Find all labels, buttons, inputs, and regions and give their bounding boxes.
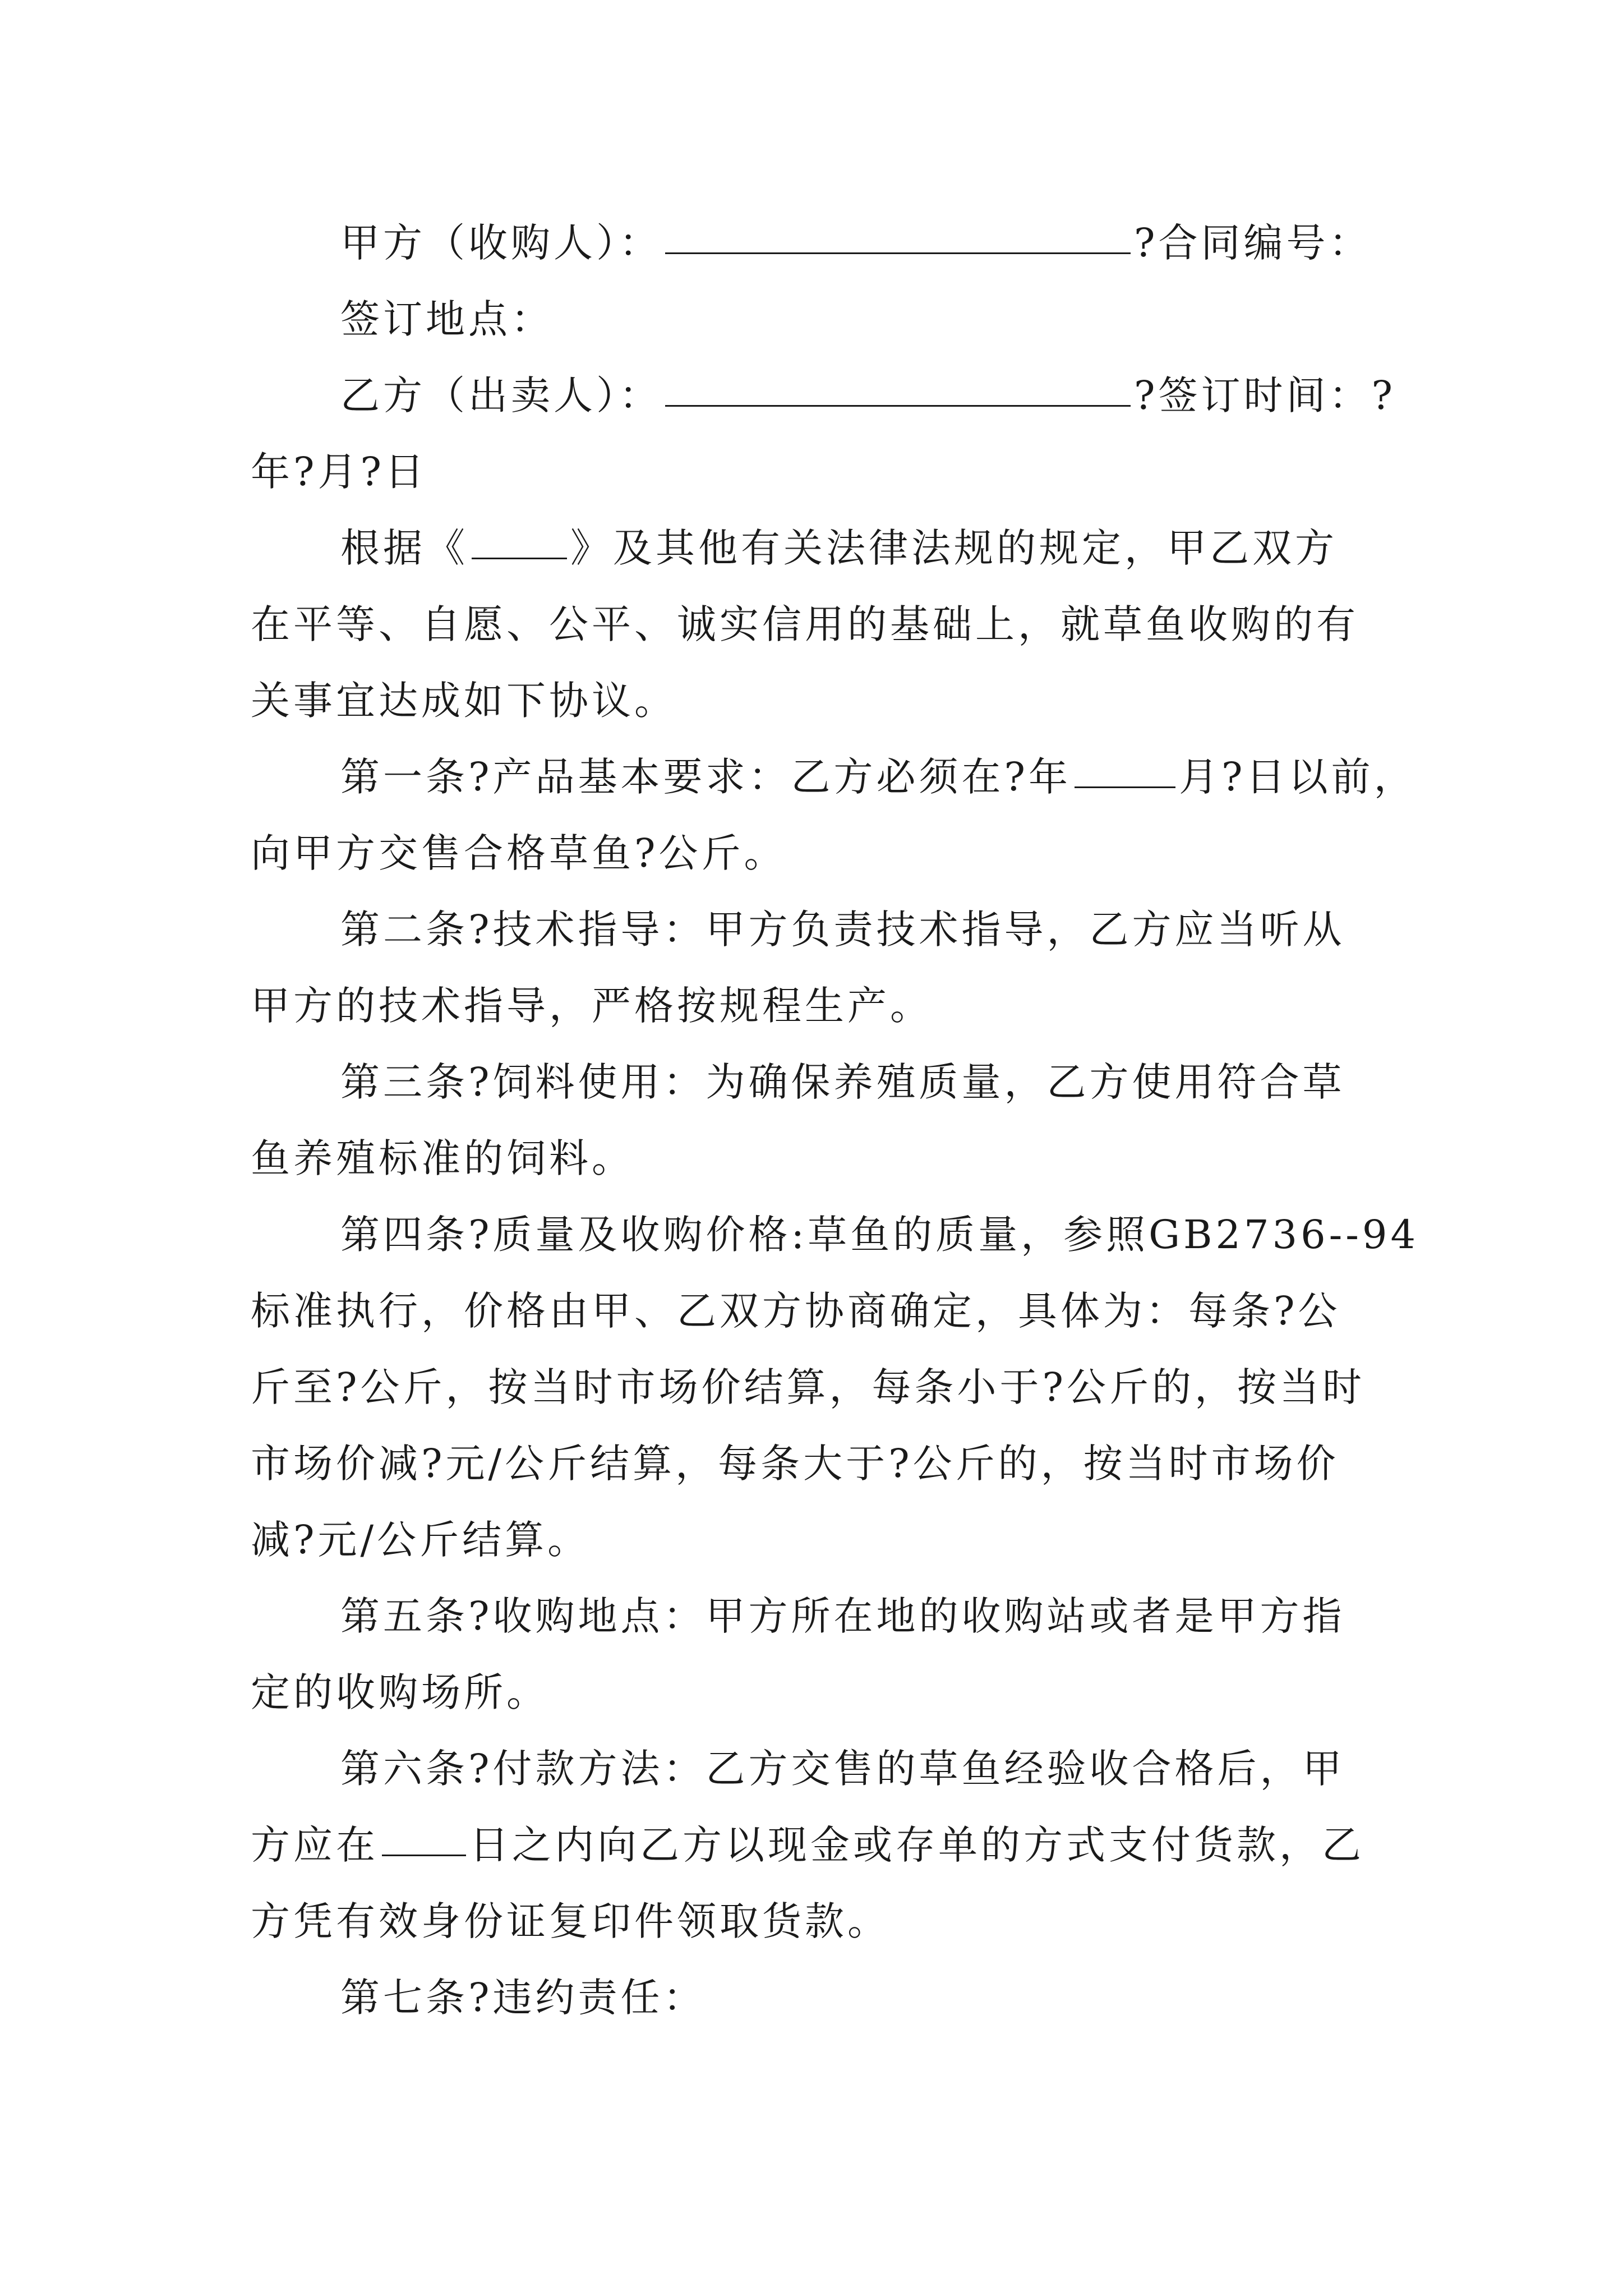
article-5-line-1 [251,1578,1392,1654]
article-4-line-1 [251,1197,1419,1273]
party-a-label: 甲方（收购人）： [340,220,662,266]
preamble-text-1a: 根据《 [340,525,468,571]
article-4-text-3: 斤至?公斤，按当时市场价结算，每条小于?公斤的，按当时 [251,1364,1366,1410]
party-b-blank [665,371,1131,407]
sign-place-label: 签订地点： [340,296,554,342]
days-blank [382,1821,466,1856]
article-2-text-2: 甲方的技术指导，严格按规程生产。 [251,983,933,1029]
article-4-line-5 [251,1502,1392,1578]
date-text: 年?月?日 [251,449,428,495]
article-4-text-5: 减?元/公斤结算。 [251,1517,591,1563]
article-4-text-4: 市场价减?元/公斤结算，每条大于?公斤的，按当时市场价 [251,1441,1339,1487]
article-1-text-2: 向甲方交售合格草鱼?公斤。 [251,830,787,876]
party-b-label: 乙方（出卖人）： [340,372,662,418]
article-3-text-2: 鱼养殖标准的饲料。 [251,1135,634,1181]
preamble-text-1b: 》及其他有关法律法规的规定，甲乙双方 [570,525,1338,571]
party-a-line [251,205,1392,281]
date-line [251,434,1392,510]
article-5-text-2: 定的收购场所。 [251,1669,549,1715]
article-6-line-3 [251,1883,1392,1959]
law-name-blank [472,524,567,559]
contract-body [251,205,1419,2036]
article-6-text-3: 方凭有效身份证复印件领取货款。 [251,1898,890,1944]
article-1-text-1b: 月?日以前， [1179,754,1417,800]
article-5-line-2 [251,1654,1392,1731]
sign-time-label: ?签订时间：? [1134,372,1396,418]
article-6-line-2 [251,1807,1392,1883]
preamble-text-2: 在平等、自愿、公平、诚实信用的基础上，就草鱼收购的有 [251,601,1359,647]
article-7-text-1: 第七条?违约责任： [340,1975,706,2021]
article-2-line-1 [251,891,1392,968]
article-4-text-1: 第四条?质量及收购价格:草鱼的质量，参照GB2736--94 [340,1212,1419,1258]
contract-number-label: ?合同编号： [1134,220,1372,266]
article-4-text-2: 标准执行，价格由甲、乙双方协商确定，具体为：每条?公 [251,1288,1341,1334]
party-b-line [251,357,1396,434]
article-4-line-3 [251,1349,1392,1425]
sign-place-line [251,281,1392,357]
party-a-blank [665,219,1131,254]
article-3-text-1: 第三条?饲料使用：为确保养殖质量，乙方使用符合草 [340,1059,1345,1105]
article-3-line-2 [251,1120,1392,1197]
preamble-line-2 [251,586,1392,662]
article-1-line-1 [251,739,1417,815]
article-3-line-1 [251,1044,1392,1120]
article-4-line-4 [251,1425,1392,1502]
article-2-text-1: 第二条?技术指导：甲方负责技术指导，乙方应当听从 [340,907,1345,953]
article-6-line-1 [251,1731,1392,1807]
preamble-line-3 [251,662,1392,739]
article-6-text-2a: 方应在 [251,1822,379,1868]
month-blank [1075,753,1175,788]
preamble-text-3: 关事宜达成如下协议。 [251,678,677,724]
article-6-text-1: 第六条?付款方法：乙方交售的草鱼经验收合格后，甲 [340,1746,1345,1792]
preamble-line-1 [251,510,1392,586]
article-7-line-1 [251,1959,1392,2036]
article-4-line-2 [251,1273,1392,1349]
article-1-line-2 [251,815,1392,891]
article-2-line-2 [251,968,1392,1044]
article-1-text-1a: 第一条?产品基本要求：乙方必须在?年 [340,754,1072,800]
article-5-text-1: 第五条?收购地点：甲方所在地的收购站或者是甲方指 [340,1593,1345,1639]
article-6-text-2b: 日之内向乙方以现金或存单的方式支付货款，乙 [469,1822,1364,1868]
